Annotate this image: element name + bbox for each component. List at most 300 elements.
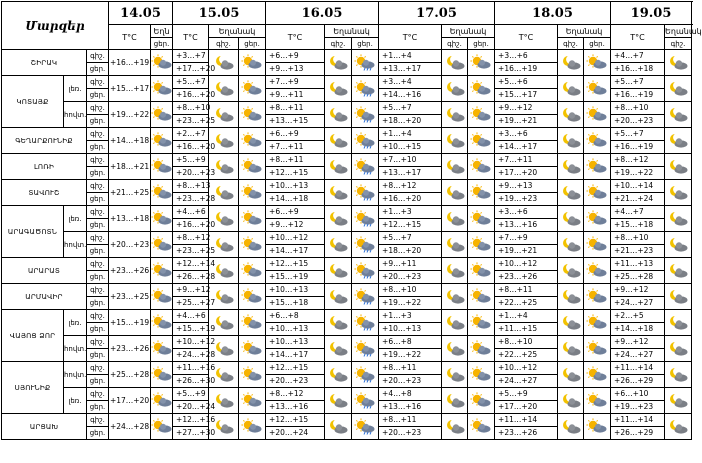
- moon-cloud-icon: [444, 185, 466, 201]
- moon-cloud-icon: [667, 419, 689, 435]
- day-weather-icon: [468, 180, 495, 206]
- temp-col-header: T°C: [379, 25, 442, 50]
- moon-cloud-icon: [444, 341, 466, 357]
- night-weather-icon: [442, 206, 468, 232]
- temperature-range: +9…+12: [266, 219, 325, 232]
- night-weather-icon: [442, 388, 468, 414]
- table-row: [2, 310, 692, 323]
- temperature-range: +14…+18: [109, 128, 151, 154]
- day-label: ցեր.: [87, 245, 109, 258]
- sun-cloud-icon: [470, 419, 492, 435]
- sun-cloud-icon: [151, 81, 173, 97]
- temperature-range: +20…+24: [173, 401, 209, 414]
- temperature-range: +21…+24: [611, 193, 665, 206]
- temperature-range: +23…+26: [109, 258, 151, 284]
- temperature-range: +16…+20: [173, 141, 209, 154]
- temperature-range: +27…+30: [173, 427, 209, 440]
- temperature-range: +15…+17: [109, 76, 151, 102]
- night-weather-icon: [442, 258, 468, 284]
- temp-col-header: T°C: [611, 25, 665, 50]
- night-weather-icon: [558, 310, 584, 336]
- day-weather-icon: [468, 362, 495, 388]
- temperature-range: +20…+23: [173, 167, 209, 180]
- day-weather-icon: [239, 310, 266, 336]
- temperature-range: +8…+10: [379, 284, 442, 297]
- moon-cloud-icon: [213, 237, 235, 253]
- temperature-range: +4…+7: [611, 50, 665, 63]
- day-weather-icon: [584, 102, 611, 128]
- temperature-range: +25…+27: [173, 297, 209, 310]
- moon-cloud-icon: [667, 315, 689, 331]
- temperature-range: +15…+18: [266, 297, 325, 310]
- night-weather-icon: [325, 388, 352, 414]
- temperature-range: +9…+13: [266, 63, 325, 76]
- temperature-range: +7…+9: [495, 232, 558, 245]
- temperature-range: +21…+25: [109, 180, 151, 206]
- temperature-range: +6…+9: [266, 128, 325, 141]
- weather-icon: [151, 284, 173, 310]
- moon-cloud-icon: [560, 55, 582, 71]
- sun-cloud-icon: [151, 211, 173, 227]
- night-col-header: գիշ.: [209, 38, 239, 50]
- day-weather-icon: [584, 206, 611, 232]
- moon-cloud-icon: [213, 185, 235, 201]
- temperature-range: +1…+4: [495, 310, 558, 323]
- day-weather-icon: [584, 336, 611, 362]
- forecast-col-header: Եղանակ: [665, 26, 702, 36]
- moon-cloud-icon: [444, 289, 466, 305]
- temperature-range: +13…+16: [495, 219, 558, 232]
- subregion-name: լեռ.: [64, 206, 87, 232]
- night-weather-icon: [665, 206, 692, 232]
- moon-cloud-icon: [327, 107, 349, 123]
- moon-cloud-icon: [213, 107, 235, 123]
- sun-cloud-rain-icon: [354, 419, 376, 435]
- night-weather-icon: [325, 180, 352, 206]
- night-weather-icon: [665, 310, 692, 336]
- sun-cloud-icon: [586, 133, 608, 149]
- temperature-range: +6…+10: [611, 388, 665, 401]
- night-weather-icon: [558, 50, 584, 76]
- day-weather-icon: [239, 232, 266, 258]
- temperature-range: +5…+9: [173, 154, 209, 167]
- temperature-range: +12…+15: [266, 414, 325, 427]
- sun-cloud-icon: [151, 315, 173, 331]
- day-label: ցեր.: [87, 375, 109, 388]
- night-weather-icon: [558, 232, 584, 258]
- night-weather-icon: [442, 76, 468, 102]
- temperature-range: +3…+6: [495, 206, 558, 219]
- moon-cloud-icon: [327, 237, 349, 253]
- weather-icon: [151, 336, 173, 362]
- moon-cloud-icon: [213, 81, 235, 97]
- moon-cloud-icon: [560, 367, 582, 383]
- temperature-range: +26…+29: [611, 427, 665, 440]
- day-weather-icon: [352, 232, 379, 258]
- moon-cloud-icon: [444, 55, 466, 71]
- temperature-range: +9…+12: [495, 102, 558, 115]
- moon-cloud-icon: [444, 107, 466, 123]
- day-col-header: ցեր.: [151, 38, 173, 50]
- temperature-range: +23…+25: [173, 245, 209, 258]
- day-weather-icon: [584, 76, 611, 102]
- night-weather-icon: [665, 154, 692, 180]
- temperature-range: +8…+10: [611, 232, 665, 245]
- date-header: 19.05: [611, 2, 692, 25]
- temperature-range: +22…+25: [495, 349, 558, 362]
- day-weather-icon: [584, 284, 611, 310]
- night-weather-icon: [665, 284, 692, 310]
- day-weather-icon: [352, 76, 379, 102]
- temperature-range: +10…+12: [495, 362, 558, 375]
- night-weather-icon: [325, 414, 352, 440]
- sun-cloud-rain-icon: [354, 185, 376, 201]
- day-label: ցեր.: [87, 323, 109, 336]
- temperature-range: +7…+10: [379, 154, 442, 167]
- temperature-range: +14…+17: [266, 349, 325, 362]
- night-weather-icon: [665, 258, 692, 284]
- sun-cloud-icon: [586, 367, 608, 383]
- day-weather-icon: [468, 76, 495, 102]
- day-weather-icon: [352, 206, 379, 232]
- night-weather-icon: [325, 258, 352, 284]
- moon-cloud-icon: [444, 367, 466, 383]
- temperature-range: +4…+6: [173, 206, 209, 219]
- temperature-range: +12…+15: [379, 219, 442, 232]
- sun-cloud-icon: [151, 107, 173, 123]
- night-weather-icon: [442, 102, 468, 128]
- day-label: ցեր.: [87, 141, 109, 154]
- temperature-range: +24…+28: [109, 414, 151, 440]
- temperature-range: +20…+23: [109, 232, 151, 258]
- sun-cloud-icon: [241, 237, 263, 253]
- temperature-range: +11…+14: [611, 362, 665, 375]
- night-weather-icon: [558, 180, 584, 206]
- moon-cloud-icon: [667, 263, 689, 279]
- table-row: [2, 232, 692, 245]
- night-label: գիշ.: [87, 258, 109, 271]
- night-weather-icon: [665, 336, 692, 362]
- night-weather-icon: [325, 154, 352, 180]
- night-label: գիշ.: [87, 76, 109, 89]
- sun-cloud-icon: [241, 81, 263, 97]
- temperature-range: +3…+6: [495, 50, 558, 63]
- moon-cloud-icon: [667, 81, 689, 97]
- moon-cloud-icon: [444, 133, 466, 149]
- sun-cloud-icon: [586, 211, 608, 227]
- night-weather-icon: [442, 310, 468, 336]
- moon-cloud-icon: [213, 289, 235, 305]
- night-weather-icon: [325, 310, 352, 336]
- moon-cloud-icon: [213, 263, 235, 279]
- temperature-range: +16…+19: [611, 89, 665, 102]
- temperature-range: +16…+20: [379, 193, 442, 206]
- temperature-range: +6…+8: [379, 336, 442, 349]
- moon-cloud-icon: [560, 159, 582, 175]
- moon-cloud-icon: [444, 237, 466, 253]
- temperature-range: +23…+25: [109, 284, 151, 310]
- day-weather-icon: [584, 362, 611, 388]
- temperature-range: +11…+15: [495, 323, 558, 336]
- moon-cloud-icon: [667, 107, 689, 123]
- sun-cloud-icon: [470, 315, 492, 331]
- sun-cloud-icon: [241, 419, 263, 435]
- sun-cloud-icon: [241, 393, 263, 409]
- day-weather-icon: [468, 232, 495, 258]
- night-weather-icon: [442, 362, 468, 388]
- weather-icon: [151, 50, 173, 76]
- temperature-range: +24…+28: [173, 349, 209, 362]
- subregion-name: հովտ.: [64, 102, 87, 128]
- temperature-range: +15…+19: [266, 271, 325, 284]
- temperature-range: +14…+16: [379, 89, 442, 102]
- night-label: գիշ.: [87, 414, 109, 427]
- sun-cloud-rain-icon: [354, 367, 376, 383]
- day-label: ցեր.: [87, 427, 109, 440]
- temperature-range: +10…+13: [266, 180, 325, 193]
- temperature-range: +12…+15: [266, 362, 325, 375]
- night-weather-icon: [665, 362, 692, 388]
- temperature-range: +11…+13: [611, 258, 665, 271]
- region-name: ՏԱՎՈՒՇ: [2, 180, 87, 206]
- temperature-range: +19…+22: [379, 297, 442, 310]
- temperature-range: +16…+20: [173, 89, 209, 102]
- sun-cloud-icon: [151, 185, 173, 201]
- sun-cloud-icon: [241, 159, 263, 175]
- table-row: [2, 414, 692, 427]
- sun-cloud-icon: [151, 367, 173, 383]
- day-weather-icon: [468, 154, 495, 180]
- sun-cloud-icon: [470, 159, 492, 175]
- date-header: 15.05: [173, 2, 266, 25]
- region-name: ՎԱՅՈՑ ՁՈՐ: [2, 310, 64, 362]
- night-weather-icon: [665, 180, 692, 206]
- temperature-range: +9…+11: [266, 89, 325, 102]
- temperature-range: +4…+8: [379, 388, 442, 401]
- temperature-range: +19…+22: [611, 167, 665, 180]
- moon-cloud-icon: [667, 237, 689, 253]
- temp-col-header: T°C: [109, 25, 151, 50]
- day-weather-icon: [584, 50, 611, 76]
- temperature-range: +14…+17: [266, 245, 325, 258]
- temperature-range: +18…+20: [379, 115, 442, 128]
- sun-cloud-icon: [151, 159, 173, 175]
- temperature-range: +24…+27: [611, 349, 665, 362]
- temperature-range: +3…+6: [495, 128, 558, 141]
- forecast-col-header: Եղն: [151, 25, 173, 38]
- moon-cloud-icon: [213, 341, 235, 357]
- weather-icon: [151, 154, 173, 180]
- temperature-range: +1…+3: [379, 310, 442, 323]
- night-weather-icon: [558, 154, 584, 180]
- temperature-range: +14…+18: [266, 193, 325, 206]
- night-weather-icon: [558, 128, 584, 154]
- temperature-range: +11…+16: [173, 362, 209, 375]
- moon-cloud-icon: [327, 55, 349, 71]
- sun-cloud-icon: [151, 341, 173, 357]
- temperature-range: +10…+15: [379, 141, 442, 154]
- temperature-range: +17…+20: [495, 167, 558, 180]
- night-weather-icon: [325, 128, 352, 154]
- temperature-range: +23…+26: [109, 336, 151, 362]
- day-weather-icon: [584, 128, 611, 154]
- region-name: ԳԵՂԱՐՔՈՒՆԻՔ: [2, 128, 87, 154]
- weather-icon: [151, 258, 173, 284]
- sun-cloud-icon: [151, 419, 173, 435]
- sun-cloud-icon: [470, 367, 492, 383]
- temperature-range: +5…+9: [495, 388, 558, 401]
- temperature-range: +26…+30: [173, 375, 209, 388]
- temperature-range: +8…+11: [379, 414, 442, 427]
- temperature-range: +16…+19: [109, 50, 151, 76]
- sun-cloud-icon: [470, 81, 492, 97]
- temperature-range: +15…+19: [173, 323, 209, 336]
- sun-cloud-icon: [151, 263, 173, 279]
- weather-icon: [151, 206, 173, 232]
- night-weather-icon: [558, 388, 584, 414]
- day-weather-icon: [468, 310, 495, 336]
- sun-cloud-icon: [470, 237, 492, 253]
- weather-icon: [151, 310, 173, 336]
- night-weather-icon: [665, 128, 692, 154]
- sun-cloud-icon: [586, 315, 608, 331]
- temperature-range: +20…+23: [379, 271, 442, 284]
- temperature-range: +20…+23: [379, 427, 442, 440]
- table-row: [2, 206, 692, 219]
- table-row: [2, 76, 692, 89]
- temperature-range: +15…+18: [611, 219, 665, 232]
- day-weather-icon: [239, 76, 266, 102]
- temperature-range: +8…+11: [495, 284, 558, 297]
- temperature-range: +13…+15: [266, 115, 325, 128]
- night-weather-icon: [558, 336, 584, 362]
- night-label: գիշ.: [87, 310, 109, 323]
- night-weather-icon: [558, 258, 584, 284]
- day-label: ցեր.: [87, 401, 109, 414]
- temperature-range: +24…+27: [611, 297, 665, 310]
- day-weather-icon: [352, 154, 379, 180]
- moon-cloud-icon: [213, 159, 235, 175]
- temperature-range: +23…+26: [495, 427, 558, 440]
- weather-icon: [151, 362, 173, 388]
- temperature-range: +13…+18: [109, 206, 151, 232]
- moon-cloud-icon: [327, 367, 349, 383]
- night-col-header: գիշ.: [665, 38, 692, 50]
- moon-cloud-icon: [560, 211, 582, 227]
- night-weather-icon: [325, 232, 352, 258]
- temperature-range: +5…+9: [173, 388, 209, 401]
- sun-cloud-rain-icon: [354, 211, 376, 227]
- temperature-range: +19…+21: [495, 245, 558, 258]
- night-label: գիշ.: [87, 388, 109, 401]
- day-weather-icon: [352, 102, 379, 128]
- temperature-range: +19…+23: [495, 193, 558, 206]
- sun-cloud-rain-icon: [354, 237, 376, 253]
- sun-cloud-icon: [241, 133, 263, 149]
- temperature-range: +24…+27: [495, 375, 558, 388]
- sun-cloud-rain-icon: [354, 55, 376, 71]
- day-label: ցեր.: [87, 167, 109, 180]
- moon-cloud-icon: [327, 419, 349, 435]
- temperature-range: +10…+12: [266, 232, 325, 245]
- subregion-name: հովտ.: [64, 336, 87, 362]
- moon-cloud-icon: [444, 393, 466, 409]
- night-weather-icon: [325, 362, 352, 388]
- sun-cloud-icon: [151, 393, 173, 409]
- night-label: գիշ.: [87, 232, 109, 245]
- temperature-range: +19…+22: [379, 349, 442, 362]
- night-weather-icon: [558, 414, 584, 440]
- sun-cloud-icon: [241, 211, 263, 227]
- day-weather-icon: [468, 128, 495, 154]
- temperature-range: +11…+14: [611, 414, 665, 427]
- temperature-range: +5…+6: [495, 76, 558, 89]
- day-weather-icon: [584, 180, 611, 206]
- date-header: 17.05: [379, 2, 495, 25]
- moon-cloud-icon: [560, 341, 582, 357]
- temperature-range: +8…+12: [266, 388, 325, 401]
- temperature-range: +16…+19: [611, 141, 665, 154]
- temperature-range: +15…+19: [109, 310, 151, 336]
- temperature-range: +8…+10: [173, 102, 209, 115]
- table-row: [2, 258, 692, 271]
- sun-cloud-icon: [151, 237, 173, 253]
- moon-cloud-icon: [213, 211, 235, 227]
- day-label: ցեր.: [87, 271, 109, 284]
- sun-cloud-icon: [470, 289, 492, 305]
- temperature-range: +10…+12: [173, 336, 209, 349]
- day-weather-icon: [468, 50, 495, 76]
- night-label: գիշ.: [87, 336, 109, 349]
- day-weather-icon: [352, 284, 379, 310]
- sun-cloud-icon: [586, 159, 608, 175]
- date-header: 16.05: [266, 2, 379, 25]
- moon-cloud-icon: [444, 81, 466, 97]
- moon-cloud-icon: [444, 315, 466, 331]
- day-weather-icon: [239, 414, 266, 440]
- sun-cloud-icon: [470, 133, 492, 149]
- moon-cloud-icon: [213, 133, 235, 149]
- night-weather-icon: [442, 336, 468, 362]
- night-weather-icon: [442, 284, 468, 310]
- night-label: գիշ.: [87, 206, 109, 219]
- moon-cloud-icon: [327, 211, 349, 227]
- day-label: ցեր.: [87, 89, 109, 102]
- date-header: 14.05: [109, 2, 173, 25]
- temperature-range: +20…+23: [266, 375, 325, 388]
- moon-cloud-icon: [667, 133, 689, 149]
- sun-cloud-rain-icon: [354, 81, 376, 97]
- region-name: ՇԻՐԱԿ: [2, 50, 87, 76]
- moon-cloud-icon: [213, 315, 235, 331]
- day-weather-icon: [584, 310, 611, 336]
- sun-cloud-icon: [470, 107, 492, 123]
- date-header: 18.05: [495, 2, 611, 25]
- temperature-range: +10…+13: [379, 323, 442, 336]
- day-weather-icon: [352, 310, 379, 336]
- moon-cloud-icon: [327, 133, 349, 149]
- day-weather-icon: [584, 154, 611, 180]
- day-col-header: ցեր.: [584, 38, 611, 50]
- temperature-range: +2…+7: [173, 128, 209, 141]
- temperature-range: +9…+12: [173, 284, 209, 297]
- region-name: ԱՐԱԳԱԾՈՏՆ: [2, 206, 64, 258]
- moon-cloud-icon: [327, 393, 349, 409]
- day-weather-icon: [239, 336, 266, 362]
- day-weather-icon: [352, 336, 379, 362]
- night-weather-icon: [325, 206, 352, 232]
- moon-cloud-icon: [667, 159, 689, 175]
